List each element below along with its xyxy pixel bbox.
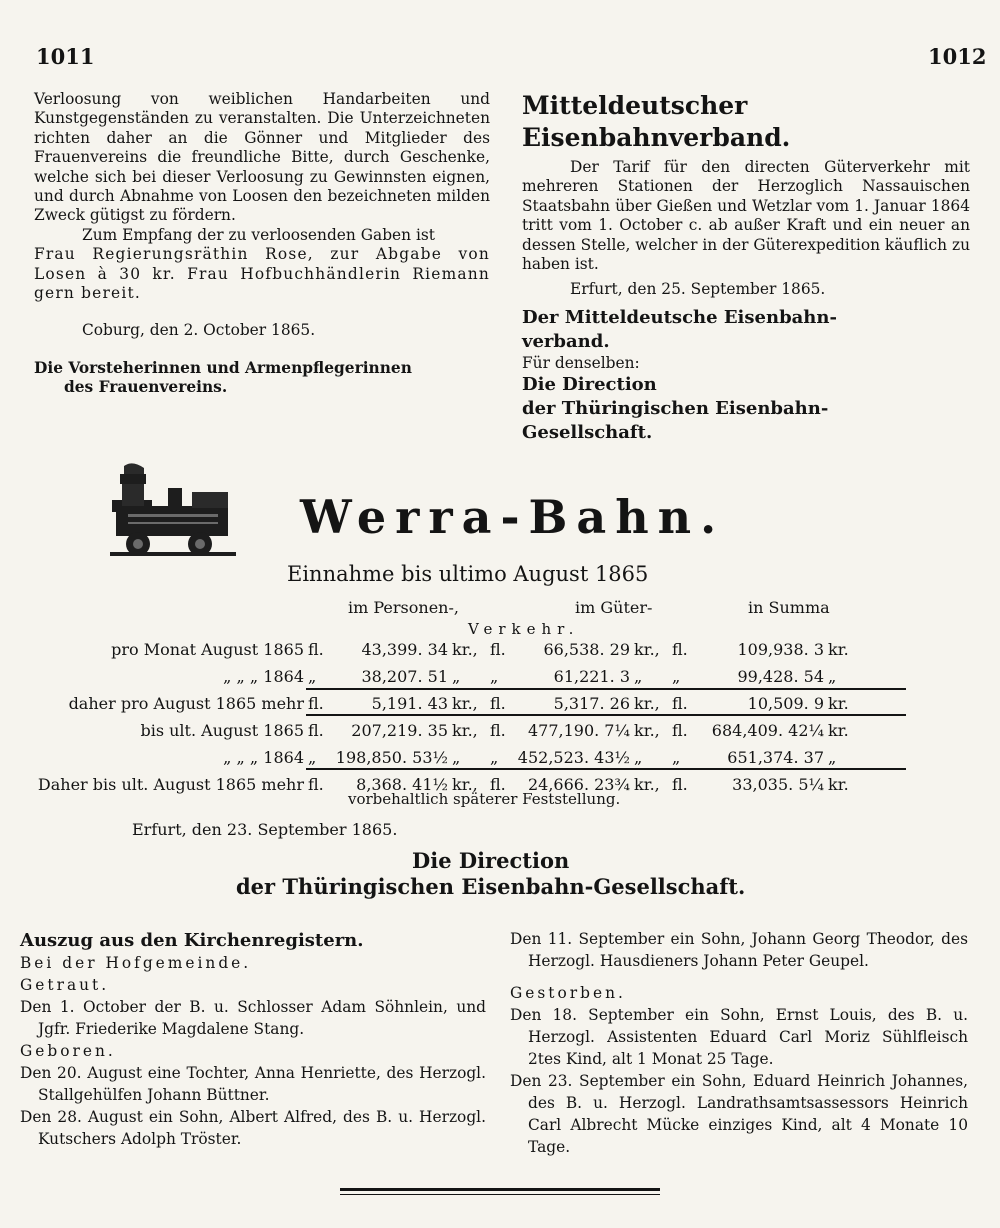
bottom-rule [340, 1188, 660, 1191]
table-cell: kr. [828, 721, 849, 740]
table-cell: fl. [308, 775, 324, 794]
signature: Die Vorsteherinnen und Armenpflegerinnen [34, 358, 412, 377]
table-cell: „ [452, 748, 461, 767]
place-date: Erfurt, den 23. September 1865. [132, 820, 398, 839]
row-label: Daher bis ult. August 1865 mehr [37, 775, 304, 794]
register-entry: Den 20. August eine Tochter, Anna Henriette, des Herzogl. Stallgehülfen Johann Büttner. [20, 1064, 486, 1104]
table-cell: fl. [490, 775, 506, 794]
table-cell: kr., [452, 775, 478, 794]
table-cell: kr. [828, 640, 849, 659]
table-cell: „ [490, 667, 499, 686]
table-cell: 66,538. 29 [543, 640, 630, 659]
table-cell: 10,509. 9 [747, 694, 824, 713]
register-entry: Den 11. September ein Sohn, Johann Georg Theodor, des Herzogl. Hausdieners Johann Peter Geupel. [510, 930, 968, 970]
signature: Gesellschaft. [522, 422, 653, 444]
row-label: daher pro August 1865 mehr [68, 694, 304, 713]
table-note: vorbehaltlich späterer Feststellung. [348, 790, 621, 808]
signature: der Thüringischen Eisenbahn- [522, 398, 829, 420]
row-label: bis ult. August 1865 [140, 721, 304, 740]
table-rule [306, 714, 906, 716]
column-header-gueter: im Güter- [575, 598, 653, 617]
table-row [30, 690, 860, 717]
table-cell: „ [308, 667, 317, 686]
locomotive-icon [108, 462, 238, 558]
table-cell: 684,409. 42¼ [711, 721, 824, 740]
table-cell: 5,317. 26 [553, 694, 630, 713]
born-heading: Geboren. [20, 1042, 116, 1060]
table-cell: fl. [672, 694, 688, 713]
werra-title: Werra-Bahn. [300, 490, 726, 544]
table-cell: „ [490, 748, 499, 767]
table-cell: 61,221. 3 [553, 667, 630, 686]
section-heading: Auszug aus den Kirchenregistern. [20, 930, 364, 951]
signature: Die Direction [522, 374, 657, 396]
table-cell: fl. [490, 694, 506, 713]
table-cell: 651,374. 37 [727, 748, 824, 767]
row-label: „ „ „ 1864 [223, 748, 304, 767]
table-row [30, 744, 860, 771]
church-register-right [510, 928, 968, 1158]
werra-subtitle: Einnahme bis ultimo August 1865 [287, 562, 649, 586]
table-cell: fl. [672, 640, 688, 659]
table-cell: kr., [452, 694, 478, 713]
congregation-heading: Bei der Hofgemeinde. [20, 954, 252, 972]
table-cell: 452,523. 43½ [517, 748, 630, 767]
table-cell: 109,938. 3 [737, 640, 824, 659]
table-cell: kr., [634, 640, 660, 659]
table-cell: fl. [308, 694, 324, 713]
page-number-left: 1011 [36, 44, 95, 69]
register-entry: Den 23. September ein Sohn, Eduard Heinrich Johannes, des B. u. Herzogl. Landrathsamtsassessors Heinrich Carl Albrecht Mücke einziges Kind, alt 4 Monate 10 Tage. [510, 1072, 968, 1156]
table-rule [306, 688, 906, 690]
table-cell: kr. [828, 775, 849, 794]
register-entry: Den 28. August ein Sohn, Albert Alfred, des B. u. Herzogl. Kutschers Adolph Tröster. [20, 1108, 486, 1148]
church-register-left [20, 930, 486, 1150]
signature: des Frauenvereins. [64, 378, 228, 397]
page-number-right: 1012 [928, 44, 987, 69]
table-cell: 477,190. 7¼ [527, 721, 630, 740]
table-cell: 5,191. 43 [371, 694, 448, 713]
table-cell: „ [828, 667, 837, 686]
notice-paragraph: Verloosung von weiblichen Handarbeiten und Kunstgegenständen zu veranstalten. Die Unterzeichneten richten daher an die Gönner und Mitglieder des Frauenvereins die freundliche Bitte, durch Geschenke, welche sich bei dieser Verloosung zu Gewinnsten eignen, und durch Abnahme von Loosen den bezeichneten milden Zweck gütigst zu fördern. [34, 90, 490, 225]
table-cell: 43,399. 34 [361, 640, 448, 659]
table-row [30, 717, 860, 744]
table-cell: fl. [308, 640, 324, 659]
table-cell: 24,666. 23¾ [527, 775, 630, 794]
register-entry: Den 1. October der B. u. Schlosser Adam Söhnlein, und Jgfr. Friederike Magdalene Stang. [20, 998, 486, 1038]
row-label: pro Monat August 1865 [111, 640, 304, 659]
table-cell: kr. [828, 694, 849, 713]
signature: verband. [522, 330, 610, 352]
table-cell: kr., [452, 640, 478, 659]
table-cell: „ [634, 667, 643, 686]
column-header-personen: im Personen-, [348, 598, 459, 617]
table-cell: „ [308, 748, 317, 767]
table-cell: fl. [672, 721, 688, 740]
signature: Der Mitteldeutsche Eisenbahn- [522, 306, 837, 328]
place-date: Coburg, den 2. October 1865. [82, 321, 316, 340]
table-cell: kr., [634, 721, 660, 740]
died-heading: Gestorben. [510, 984, 626, 1002]
table-cell: fl. [308, 721, 324, 740]
table-cell: kr., [634, 694, 660, 713]
revenue-table [30, 636, 860, 798]
table-cell: 198,850. 53½ [335, 748, 448, 767]
table-cell: 8,368. 41½ [356, 775, 448, 794]
place-date: Erfurt, den 25. September 1865. [570, 280, 826, 299]
table-cell: 99,428. 54 [737, 667, 824, 686]
signature: Für denselben: [522, 353, 640, 372]
table-cell: fl. [672, 775, 688, 794]
table-cell: kr., [452, 721, 478, 740]
table-cell: „ [634, 748, 643, 767]
table-cell: 33,035. 5¼ [732, 775, 824, 794]
left-notice [34, 90, 490, 398]
table-cell: fl. [490, 721, 506, 740]
column-header-verkehr: Verkehr. [468, 620, 580, 638]
column-header-summa: in Summa [748, 598, 830, 617]
notice-heading: Mitteldeutscher Eisenbahnverband. [522, 91, 791, 152]
signature: der Thüringischen Eisenbahn-Gesellschaft. [236, 874, 746, 899]
table-rule [306, 768, 906, 770]
row-label: „ „ „ 1864 [223, 667, 304, 686]
table-cell: fl. [490, 640, 506, 659]
notice-paragraph: Frau Regierungsräthin Rose, zur Abgabe von Losen à 30 kr. Frau Hofbuchhändlerin Riemann gern bereit. [34, 245, 490, 303]
bottom-rule [340, 1194, 660, 1195]
notice-paragraph: Zum Empfang der zu verloosenden Gaben ist [82, 225, 435, 244]
register-entry: Den 18. September ein Sohn, Ernst Louis, des B. u. Herzogl. Assistenten Eduard Carl Moriz Sühlfleisch 2tes Kind, alt 1 Monat 25 Tage. [510, 1006, 968, 1068]
table-cell: 207,219. 35 [351, 721, 448, 740]
table-cell: „ [672, 667, 681, 686]
right-notice [522, 90, 970, 445]
table-row [30, 663, 860, 690]
table-cell: „ [672, 748, 681, 767]
married-heading: Getraut. [20, 976, 110, 994]
table-cell: 38,207. 51 [361, 667, 448, 686]
table-row [30, 636, 860, 663]
table-cell: „ [828, 748, 837, 767]
table-cell: kr., [634, 775, 660, 794]
table-cell: „ [452, 667, 461, 686]
signature: Die Direction [412, 848, 570, 873]
notice-paragraph: Der Tarif für den directen Güterverkehr mit mehreren Stationen der Herzoglich Nassauischen Staatsbahn über Gießen und Wetzlar vom 1. Januar 1864 tritt vom 1. October c. ab außer Kraft und ein neuer an dessen Stelle, welcher in der Güterexpedition käuflich zu haben ist. [522, 158, 970, 274]
